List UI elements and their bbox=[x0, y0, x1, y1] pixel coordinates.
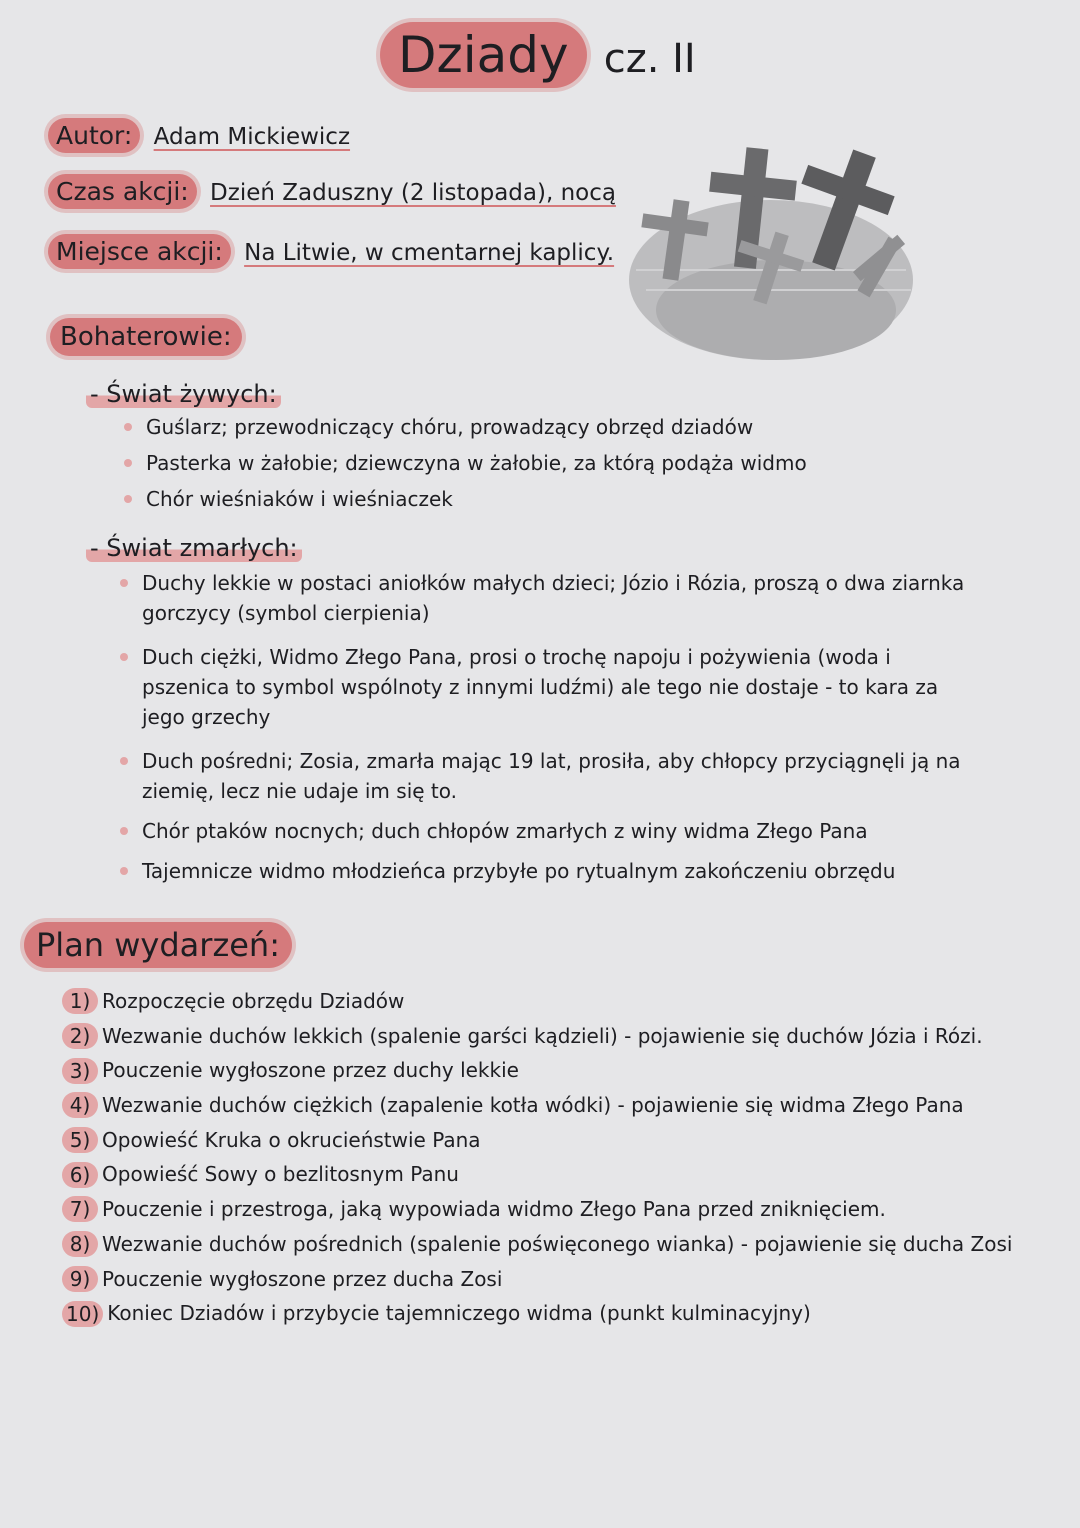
list-item-text: Chór wieśniaków i wieśniaczek bbox=[146, 487, 453, 511]
bullet-icon bbox=[120, 867, 128, 875]
plan-item-text: Koniec Dziadów i przybycie tajemniczego widma (punkt kulminacyjny) bbox=[107, 1301, 811, 1326]
plan-item-number: 6) bbox=[62, 1162, 98, 1188]
bullet-icon bbox=[124, 459, 132, 467]
plan-list bbox=[62, 984, 1022, 1331]
plan-item-number: 5) bbox=[62, 1127, 98, 1153]
plan-item-number: 7) bbox=[62, 1196, 98, 1222]
plan-heading bbox=[24, 922, 292, 968]
plan-item-text: Pouczenie wygłoszone przez ducha Zosi bbox=[102, 1266, 503, 1291]
list-item-text: Duch ciężki, Widmo Złego Pana, prosi o trochę napoju i pożywienia (woda i pszenica to symbol wspólnoty z innymi ludźmi) ale tego nie dostaje - to kara za jego grzechy bbox=[142, 645, 939, 729]
list-item bbox=[116, 568, 976, 628]
list-item-text: Guślarz; przewodniczący chóru, prowadzący obrzęd dziadów bbox=[146, 415, 754, 439]
list-item bbox=[116, 816, 976, 846]
list-item-text: Duchy lekkie w postaci aniołków małych dzieci; Józio i Rózia, proszą o dwa ziarnka gorczycy (symbol cierpienia) bbox=[142, 571, 965, 625]
list-item-text: Duch pośredni; Zosia, zmarła mając 19 lat, prosiła, aby chłopcy przyciągnęli ją na ziemię, lecz nie udaje im się to. bbox=[142, 749, 961, 803]
plan-item bbox=[62, 1192, 1022, 1227]
plan-item bbox=[62, 984, 1022, 1019]
plan-item-number: 9) bbox=[62, 1266, 98, 1292]
dead-characters-list bbox=[116, 568, 976, 892]
title-main: Dziady bbox=[380, 22, 587, 88]
list-item-text: Chór ptaków nocnych; duch chłopów zmarłych z winy widma Złego Pana bbox=[142, 819, 868, 843]
page-title bbox=[380, 22, 696, 88]
plan-item-text: Pouczenie i przestroga, jaką wypowiada widmo Złego Pana przed zniknięciem. bbox=[102, 1197, 886, 1222]
place-label: Miejsce akcji: bbox=[48, 234, 231, 269]
plan-item bbox=[62, 1262, 1022, 1297]
list-item bbox=[120, 448, 1020, 478]
dead-world-label: - Świat zmarłych: bbox=[86, 534, 302, 562]
plan-item-text: Rozpoczęcie obrzędu Dziadów bbox=[102, 989, 405, 1013]
plan-item-number: 10) bbox=[62, 1301, 103, 1327]
plan-item bbox=[62, 1019, 1022, 1054]
author-label: Autor: bbox=[48, 118, 140, 153]
time-row bbox=[48, 174, 616, 209]
time-label: Czas akcji: bbox=[48, 174, 197, 209]
plan-item-text: Wezwanie duchów pośrednich (spalenie poświęconego wianka) - pojawienie się ducha Zosi bbox=[102, 1231, 1013, 1256]
plan-item bbox=[62, 1088, 1022, 1123]
plan-item bbox=[62, 1157, 1022, 1192]
plan-item bbox=[62, 1053, 1022, 1088]
list-item bbox=[120, 412, 1020, 442]
heroes-heading-label: Bohaterowie: bbox=[50, 318, 242, 356]
author-row bbox=[48, 118, 350, 153]
living-world-label: - Świat żywych: bbox=[86, 380, 281, 408]
living-characters-list bbox=[120, 412, 1020, 520]
plan-item-text: Wezwanie duchów ciężkich (zapalenie kotła wódki) - pojawienie się widma Złego Pana bbox=[102, 1093, 964, 1118]
bullet-icon bbox=[124, 423, 132, 431]
plan-item-text: Wezwanie duchów lekkich (spalenie garści kądzieli) - pojawienie się duchów Józia i Rózi. bbox=[102, 1023, 983, 1048]
list-item-text: Tajemnicze widmo młodzieńca przybyłe po rytualnym zakończeniu obrzędu bbox=[142, 859, 896, 883]
place-row bbox=[48, 234, 614, 269]
graveyard-crosses-icon bbox=[626, 140, 926, 370]
list-item-text: Pasterka w żałobie; dziewczyna w żałobie, za którą podąża widmo bbox=[146, 451, 807, 475]
bullet-icon bbox=[120, 653, 128, 661]
plan-item bbox=[62, 1123, 1022, 1158]
plan-item bbox=[62, 1296, 1022, 1331]
dead-world-title bbox=[86, 534, 302, 562]
plan-item-number: 3) bbox=[62, 1058, 98, 1084]
author-value: Adam Mickiewicz bbox=[153, 124, 351, 150]
plan-item-number: 1) bbox=[62, 988, 98, 1014]
living-world-title bbox=[86, 380, 281, 408]
place-value: Na Litwie, w cmentarnej kaplicy. bbox=[244, 240, 615, 266]
plan-heading-label: Plan wydarzeń: bbox=[24, 922, 292, 968]
list-item bbox=[116, 746, 976, 806]
plan-item-number: 4) bbox=[62, 1092, 98, 1118]
plan-item bbox=[62, 1227, 1022, 1262]
bullet-icon bbox=[120, 827, 128, 835]
title-part: cz. II bbox=[603, 36, 696, 82]
plan-item-text: Opowieść Sowy o bezlitosnym Panu bbox=[102, 1162, 459, 1187]
plan-item-text: Opowieść Kruka o okrucieństwie Pana bbox=[102, 1127, 481, 1152]
time-value: Dzień Zaduszny (2 listopada), nocą bbox=[210, 180, 616, 206]
list-item bbox=[120, 484, 1020, 514]
plan-item-text: Pouczenie wygłoszone przez duchy lekkie bbox=[102, 1058, 519, 1083]
plan-item-number: 8) bbox=[62, 1231, 98, 1257]
bullet-icon bbox=[124, 495, 132, 503]
list-item bbox=[116, 856, 976, 886]
plan-item-number: 2) bbox=[62, 1023, 98, 1049]
bullet-icon bbox=[120, 579, 128, 587]
heroes-heading bbox=[50, 318, 242, 356]
bullet-icon bbox=[120, 757, 128, 765]
list-item bbox=[116, 642, 976, 732]
